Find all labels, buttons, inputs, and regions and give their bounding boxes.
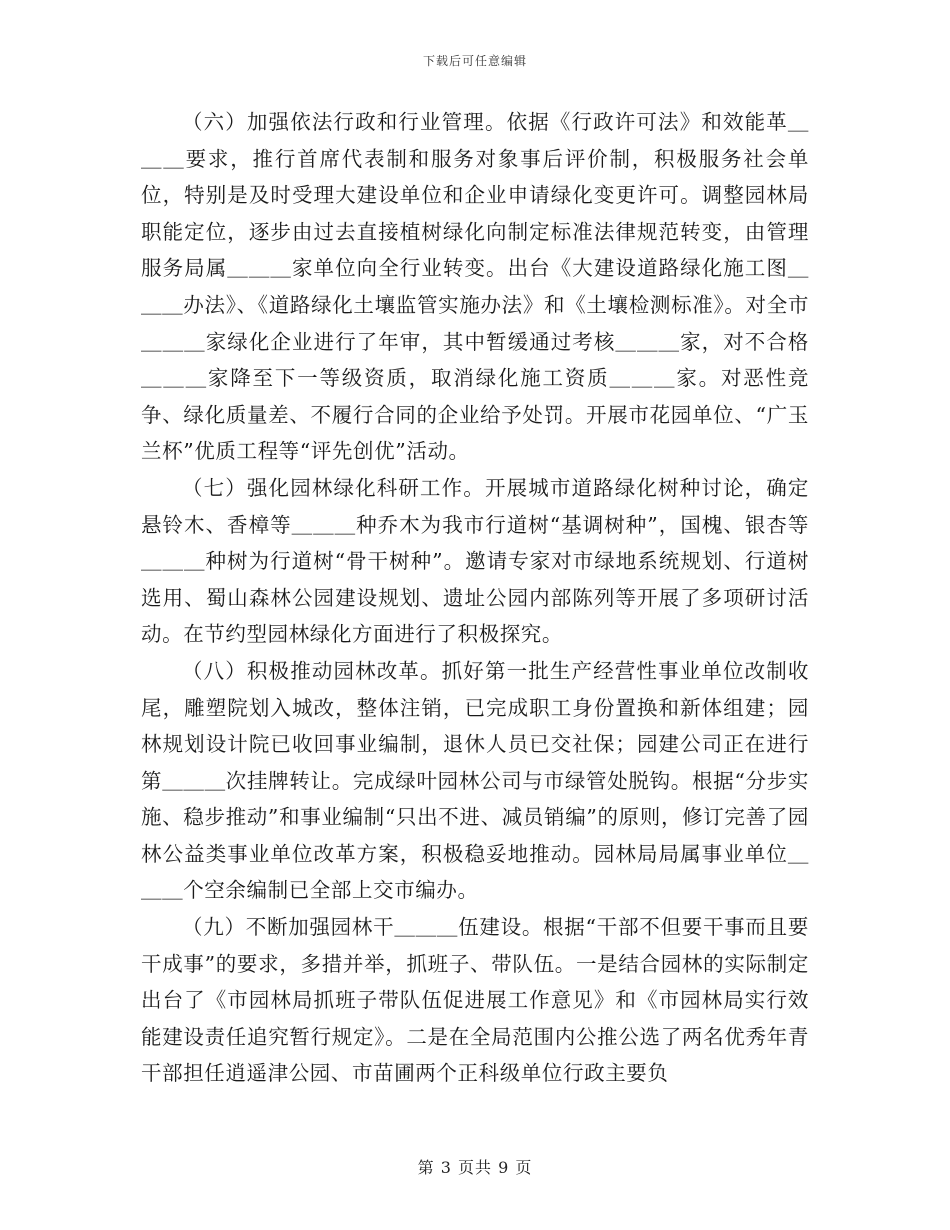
paragraph-7: （七）强化园林绿化科研工作。开展城市道路绿化树种讨论，确定悬铃木、香樟等＿＿＿种乔木为我市行道树“基调树种”，国槐、银杏等＿＿＿种树为行道树“骨干树种”。邀请专家对市绿地系统规划、行道树选用、蜀山森林公园建设规划、遗址公园内部陈列等开展了多项研讨活动。在节约型园林绿化方面进行了积极探究。 (141, 475, 809, 647)
paragraph-8: （八）积极推动园林改革。抓好第一批生产经营性事业单位改制收尾，雕塑院划入城改，整体注销，已完成职工身份置换和新体组建；园林规划设计院已收回事业编制，退休人员已交社保；园建公司正在进行第＿＿＿次挂牌转让。完成绿叶园林公司与市绿管处脱钩。根据“分步实施、稳步推动”和事业编制“只出不进、减员销编”的原则，修订完善了园林公益类事业单位改革方案，积极稳妥地推动。园林局局属事业单位＿＿＿个空余编制已全部上交市编办。 (141, 658, 809, 903)
paragraph-9: （九）不断加强园林干＿＿＿伍建设。根据“干部不但要干事而且要干成事”的要求，多措并举，抓班子、带队伍。一是结合园林的实际制定出台了《市园林局抓班子带队伍促进展工作意见》和《市园林局实行效能建设责任追究暂行规定》。二是在全局范围内公推公选了两名优秀年青干部担任逍遥津公园、市苗圃两个正科级单位行政主要负 (141, 915, 809, 1086)
page-header: 下载后可任意编辑 (422, 54, 527, 68)
paragraph-6: （六）加强依法行政和行业管理。依据《行政许可法》和效能革＿＿＿要求，推行首席代表制和服务对象事后评价制，积极服务社会单位，特别是及时受理大建设单位和企业申请绿化变更许可。调整园林局职能定位，逐步由过去直接植树绿化向制定标准法律规范转变，由管理服务局属＿＿＿家单位向全行业转变。出台《大建设道路绿化施工图＿＿＿办法》、《道路绿化土壤监管实施办法》和《土壤检测标准》。对全市＿＿＿家绿化企业进行了年审，其中暂缓通过考核＿＿＿家，对不合格＿＿＿家降至下一等级资质，取消绿化施工资质＿＿＿家。对恶性竞争、绿化质量差、不履行合同的企业给予处罚。开展市花园单位、“广玉兰杯”优质工程等“评先创优”活动。 (141, 110, 809, 464)
document-body (141, 104, 809, 1092)
page-number: 第 3 页共 9 页 (417, 1158, 533, 1177)
